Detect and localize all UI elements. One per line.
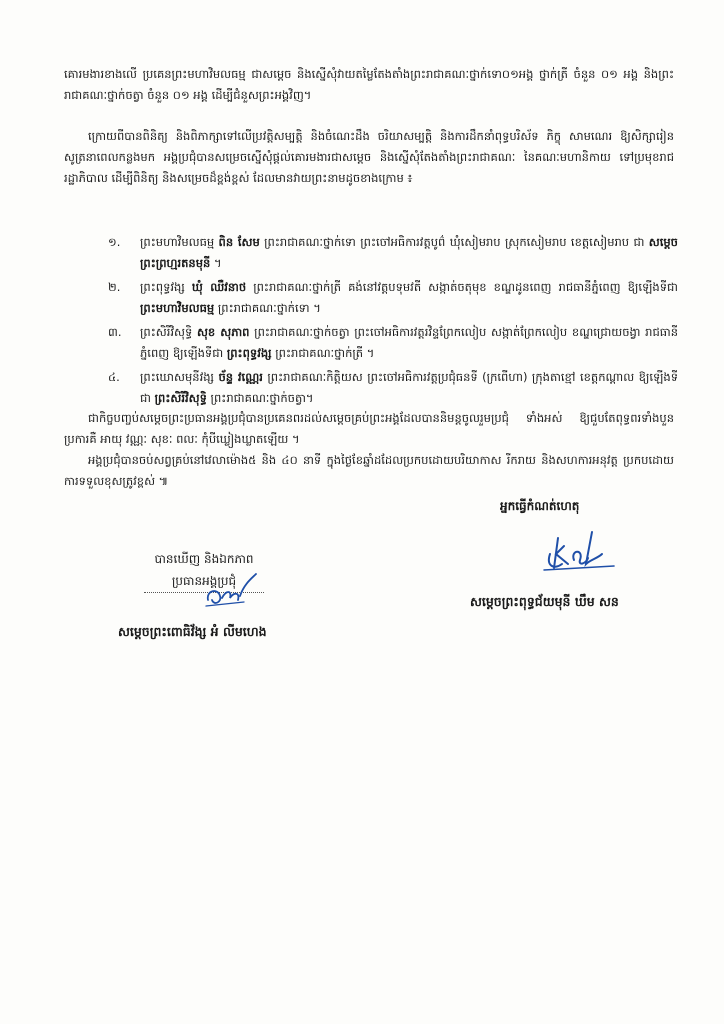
- list-item-detail: ព្រះរាជាគណៈថ្នាក់ចត្វា ព្រះចៅអធិការវត្តរវិន្ទព្រែកលៀប សង្កាត់ព្រែកលៀប ខណ្ឌជ្រោយចង្វា រាជធានីភ្នំពេញ ឱ្យឡើងទីជា: [140, 325, 678, 360]
- list-item-detail: ព្រះរាជាគណៈកិត្តិយស ព្រះចៅអធិការវត្តប្រជុំធនទី (ក្រពើហា) ក្រុងតាខ្មៅ ខេត្តកណ្តាល ឱ្យឡើងទីជា: [140, 370, 679, 405]
- list-item-name: ឃុំ ឈឺវនាថ: [191, 280, 247, 294]
- paragraph-review: ក្រោយពីបានពិនិត្យ និងពិភាក្សាទៅលើប្រវត្តិសម្បត្តិ និងចំណេះដឹង ចរិយាសម្បត្តិ និងការដឹកនាំពុទ្ធបរិស័ទ ភិក្ខុ សាមណេរ ឱ្យសិក្សារៀនសូត្រនាពេលកន្លងមក អង្គប្រជុំបានសម្រេចស្នើសុំផ្តល់គោរមងារជាសម្តេច និងស្នើសុំតែងតាំងព្រះរាជាគណៈ នៃគណៈមហានិកាយ ទៅប្រមុខរាជរដ្ឋាភិបាល ដើម្បីពិនិត្យ និងសម្រេចដ៏ខ្ពង់ខ្ពស់ ដែលមានវាយព្រះនាមដូចខាងក្រោម ៖: [64, 129, 674, 185]
- list-item-number: ១.: [108, 235, 121, 249]
- list-item-new-title: ព្រះសិរីវិសុទ្ធិ: [154, 391, 207, 405]
- list-item-name: ច័ន្ទ វណ្ណេរ: [218, 370, 263, 384]
- list-item-text: [140, 277, 678, 319]
- list-item-new-title: សម្តេចព្រះព្រហ្មរតនមុនី: [140, 235, 678, 270]
- paragraph-closing-blessing: ជាកិច្ចបញ្ចប់សម្តេចព្រះប្រធានអង្គប្រជុំបានប្រគេនពរដល់សម្តេចគ្រប់ព្រះអង្គដែលបាននិមន្តចូលរួមប្រជុំ ទាំងអស់ ឱ្យជួបតែពុទ្ធពរទាំងបួនប្រការគឺ អាយុ វណ្ណៈ សុខៈ ពលៈ កុំបីឃ្លៀងឃ្លាតឡើយ ។: [64, 411, 674, 446]
- list-item-number: ៣.: [108, 325, 122, 339]
- list-item-number: ២.: [108, 280, 121, 294]
- list-item-name: សុខ សុភាព: [196, 325, 250, 339]
- list-item-prefix: ព្រះមហាវិមលធម្ម: [140, 235, 219, 249]
- paragraph-intro: គោរមងារខាងលើ ប្រគេនព្រះមហាវិមលធម្ម ជាសម្តេច និងស្នើសុំវាយតម្លៃតែងតាំងព្រះរាជាគណៈថ្នាក់ទោ០១អង្គ ថ្នាក់ត្រី ចំនួន ០១ អង្គ និងព្រះរាជាគណៈថ្នាក់ចត្វា ចំនួន ០១ អង្គ ដើម្បីជំនួសព្រះអង្គវិញ។: [64, 67, 674, 102]
- recorder-name: សម្តេចព្រះពុទ្ធជ័យមុនី ឃឹម សន: [470, 594, 619, 609]
- list-item-new-title: ព្រះមហាវិមលធម្ម: [140, 301, 215, 315]
- list-item-number: ៤.: [108, 370, 120, 384]
- list-item-text: [140, 367, 678, 409]
- list-item-suffix: ព្រះរាជាគណៈថ្នាក់ទោ ។: [214, 301, 321, 315]
- nomination-list: [108, 232, 678, 412]
- list-item-prefix: ព្រះសិរីវិសុទ្ធិ: [140, 325, 197, 339]
- chair-signature: [200, 570, 260, 614]
- list-item-suffix: ព្រះរាជាគណៈថ្នាក់ត្រី ។: [271, 346, 375, 360]
- list-item: [108, 232, 678, 274]
- list-item-text: [140, 232, 678, 274]
- list-item-suffix: ។: [210, 256, 222, 270]
- list-item-text: [140, 322, 678, 364]
- list-item-suffix: ព្រះរាជាគណៈថ្នាក់ចត្វា។: [206, 391, 314, 405]
- approval-line: បានឃើញ និងឯកភាព: [154, 552, 254, 566]
- chair-name: សម្តេចព្រះពោធិវ័ង្ស អំ លីមហេង: [118, 624, 267, 639]
- recorder-title: អ្នកធ្វើកំណត់ហេតុ: [500, 499, 580, 513]
- list-item-prefix: ព្រះឃោសមុនីវង្ស: [140, 370, 219, 384]
- list-item-new-title: ព្រះពុទ្ធវង្ស: [226, 346, 272, 360]
- list-item: [108, 367, 678, 409]
- list-item-name: ពិន សែម: [218, 235, 260, 249]
- list-item-detail: ព្រះរាជាគណៈថ្នាក់ទោ ព្រះចៅអធិការវត្តបូព៌ ឃុំសៀមរាប ស្រុកសៀមរាប ខេត្តសៀមរាប ជា: [259, 235, 649, 249]
- list-item-detail: ព្រះរាជាគណៈថ្នាក់ត្រី គង់នៅវត្តបទុមវតី សង្កាត់ចតុមុខ ខណ្ឌដូនពេញ រាជធានីភ្នំពេញ ឱ្យឡើងទីជា: [246, 280, 678, 294]
- recorder-signature: [540, 524, 620, 576]
- chair-role: ប្រធានអង្គប្រជុំ: [144, 570, 264, 593]
- list-item: [108, 277, 678, 319]
- paragraph-meeting-end: អង្គប្រជុំបានចប់សព្វគ្រប់នៅវេលាម៉ោង៥ និង ៤០ នាទី ក្នុងថ្ងៃខែឆ្នាំដដែលប្រកបដោយបរិយាកាស រីករាយ និងសហការអនុវត្ត ប្រកបដោយការទទួលខុសត្រូវខ្ពស់ ៕: [64, 453, 674, 488]
- list-item-prefix: ព្រះពុទ្ធវង្ស: [140, 280, 192, 294]
- list-item: [108, 322, 678, 364]
